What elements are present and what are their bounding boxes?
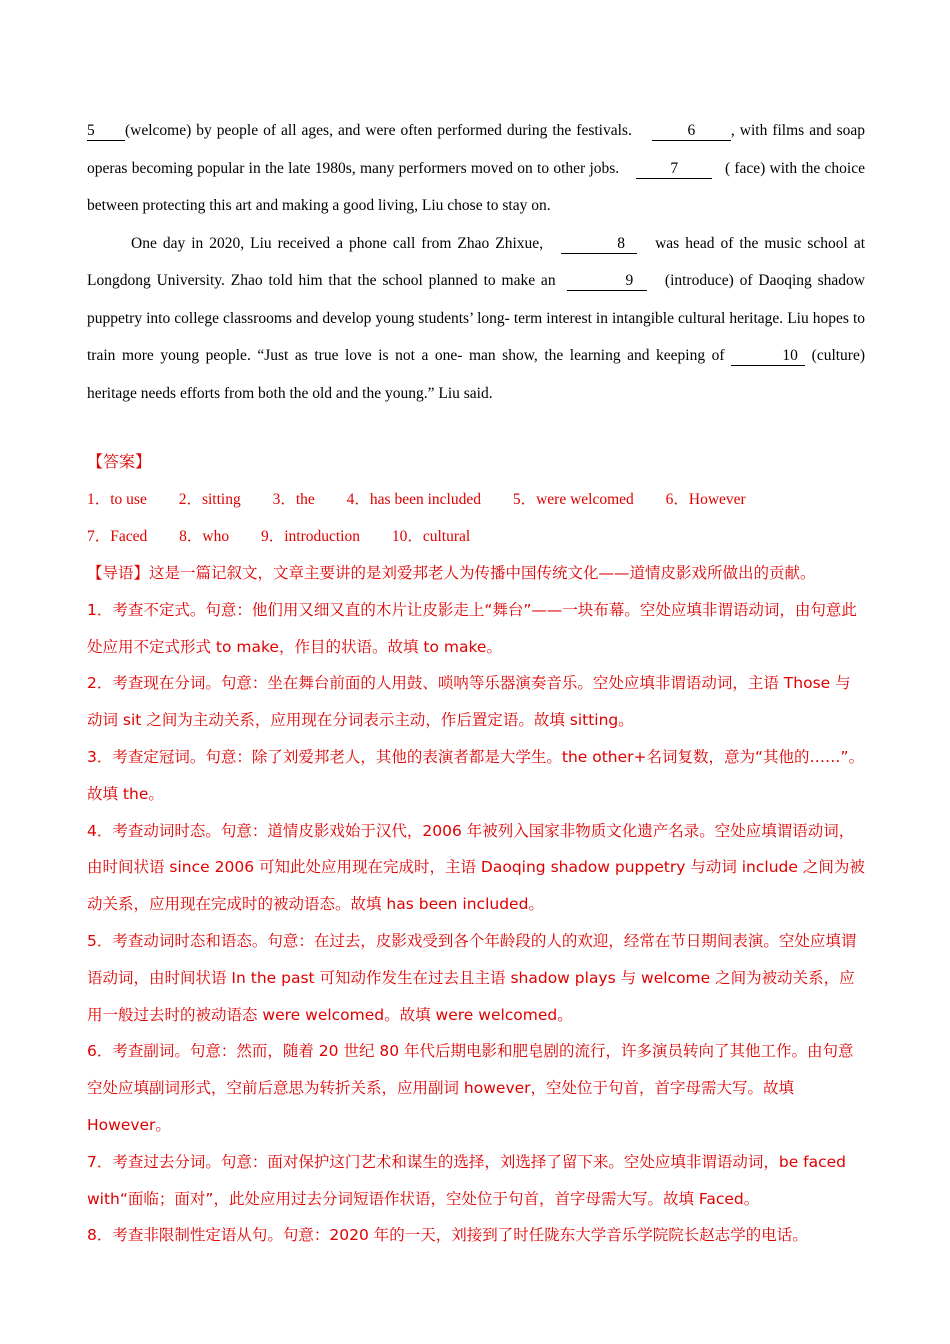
- passage-text: ( face) with the choice between protecting this art and making a good living, Liu chose to stay on.: [87, 159, 865, 214]
- explanation-8: 8．考查非限制性定语从句。句意：2020 年的一天，刘接到了时任陇东大学音乐学院院长赵志学的电话。: [87, 1226, 808, 1245]
- answer-item: 3．the: [272, 491, 315, 508]
- answer-item: 2．sitting: [178, 491, 241, 508]
- passage-text: (welcome) by people of all ages, and were often performed during the festivals.: [125, 122, 632, 139]
- blank-10-number: 10: [782, 347, 798, 364]
- passage-paragraph-1: [87, 112, 865, 225]
- guide-text: 这是一篇记叙文，文章主要讲的是刘爱邦老人为传播中国传统文化——道情皮影戏所做出的贡献。: [149, 564, 816, 582]
- explanation-2: 2．考查现在分词。句意：坐在舞台前面的人用鼓、唢呐等乐器演奏音乐。空处应填非谓语动词，主语 Those 与动词 sit 之间为主动关系，应用现在分词表示主动，作后置定语。故填 sitting。: [87, 674, 851, 730]
- answer-item: 7．Faced: [87, 528, 148, 545]
- answer-item: 1．to use: [87, 491, 147, 508]
- blank-6[interactable]: [652, 122, 731, 141]
- explanation-3: 3．考查定冠词。句意：除了刘爱邦老人，其他的表演者都是大学生。the other+名词复数，意为“其他的……”。故填 the。: [87, 747, 865, 803]
- passage-paragraph-2: [87, 225, 865, 413]
- passage-text: (introduce) of Daoqing shadow puppetry into college classrooms and develop young students’ long- term interest in intangible cultural heritage. Liu hopes to train more young people. “Just as true love is not a one- man show, the learning and keeping of: [87, 272, 866, 364]
- explanation-6: 6．考查副词。句意：然而，随着 20 世纪 80 年代后期电影和肥皂剧的流行，许多演员转向了其他工作。由句意空处应填副词形式，空前后意思为转折关系，应用副词 however，空处位于句首，首字母需大写。故填 However。: [87, 1042, 854, 1134]
- blank-8-number: 8: [617, 234, 625, 252]
- answer-item: 9．introduction: [260, 528, 360, 545]
- answer-item: 4．has been included: [346, 491, 481, 508]
- blank-9-number: 9: [625, 272, 634, 289]
- explanation-7: 7．考查过去分词。句意：面对保护这门艺术和谋生的选择，刘选择了留下来。空处应填非谓语动词，be faced with“面临；面对”，此处应用过去分词短语作状语，空处位于句首，首字母需大写。故填 Faced。: [87, 1152, 847, 1208]
- passage-text: One day in 2020, Liu received a phone call from Zhao Zhixue,: [131, 234, 544, 252]
- answer-item: 6．However: [665, 491, 746, 508]
- passage-text: (culture) heritage needs efforts from both the old and the young.” Liu said.: [87, 347, 866, 402]
- answers-list: [87, 481, 865, 555]
- passage-text: , with films and soap operas becoming popular in the late 1980s, many performers moved on to other jobs.: [87, 122, 866, 177]
- answer-item: 5．were welcomed: [512, 491, 634, 508]
- explanation-4: 4．考查动词时态。句意：道情皮影戏始于汉代，2006 年被列入国家非物质文化遗产名录。空处应填谓语动词，由时间状语 since 2006 可知此处应用现在完成时，主语 Daoqing shadow puppetry 与动词 include 之间为被动关系，应用现在完成时的被动语态。故填 has been included。: [87, 821, 865, 914]
- blank-7-number: 7: [670, 159, 679, 177]
- blank-8[interactable]: [561, 235, 637, 254]
- blank-7[interactable]: [636, 160, 712, 179]
- answer-item: 8．who: [179, 528, 230, 545]
- blank-9[interactable]: [567, 272, 647, 291]
- document-page: [87, 112, 865, 1254]
- guide-label: 【导语】: [87, 564, 150, 582]
- passage-text: was head of the music school at Longdong University. Zhao told him that the school planned to make an: [87, 234, 866, 289]
- blank-10[interactable]: [731, 347, 805, 366]
- explanation-1: 1．考查不定式。句意：他们用又细又直的木片让皮影走上“舞台”——一块布幕。空处应填非谓语动词，由句意此处应用不定式形式 to make，作目的状语。故填 to make。: [87, 600, 857, 656]
- blank-5[interactable]: [87, 122, 125, 141]
- guide-paragraph: [87, 555, 865, 592]
- blank-5-number: 5: [87, 122, 95, 139]
- answers-heading: 【答案】: [87, 454, 152, 471]
- blank-6-number: 6: [687, 122, 696, 139]
- answer-item: 10．cultural: [391, 528, 471, 545]
- explanation-5: 5．考查动词时态和语态。句意：在过去，皮影戏受到各个年龄段的人的欢迎，经常在节日期间表演。空处应填谓语动词，由时间状语 In the past 可知动作发生在过去且主语 shadow plays 与 welcome 之间为被动关系，应用一般过去时的被动语态 were welcomed。故填 were welcomed。: [87, 931, 857, 1024]
